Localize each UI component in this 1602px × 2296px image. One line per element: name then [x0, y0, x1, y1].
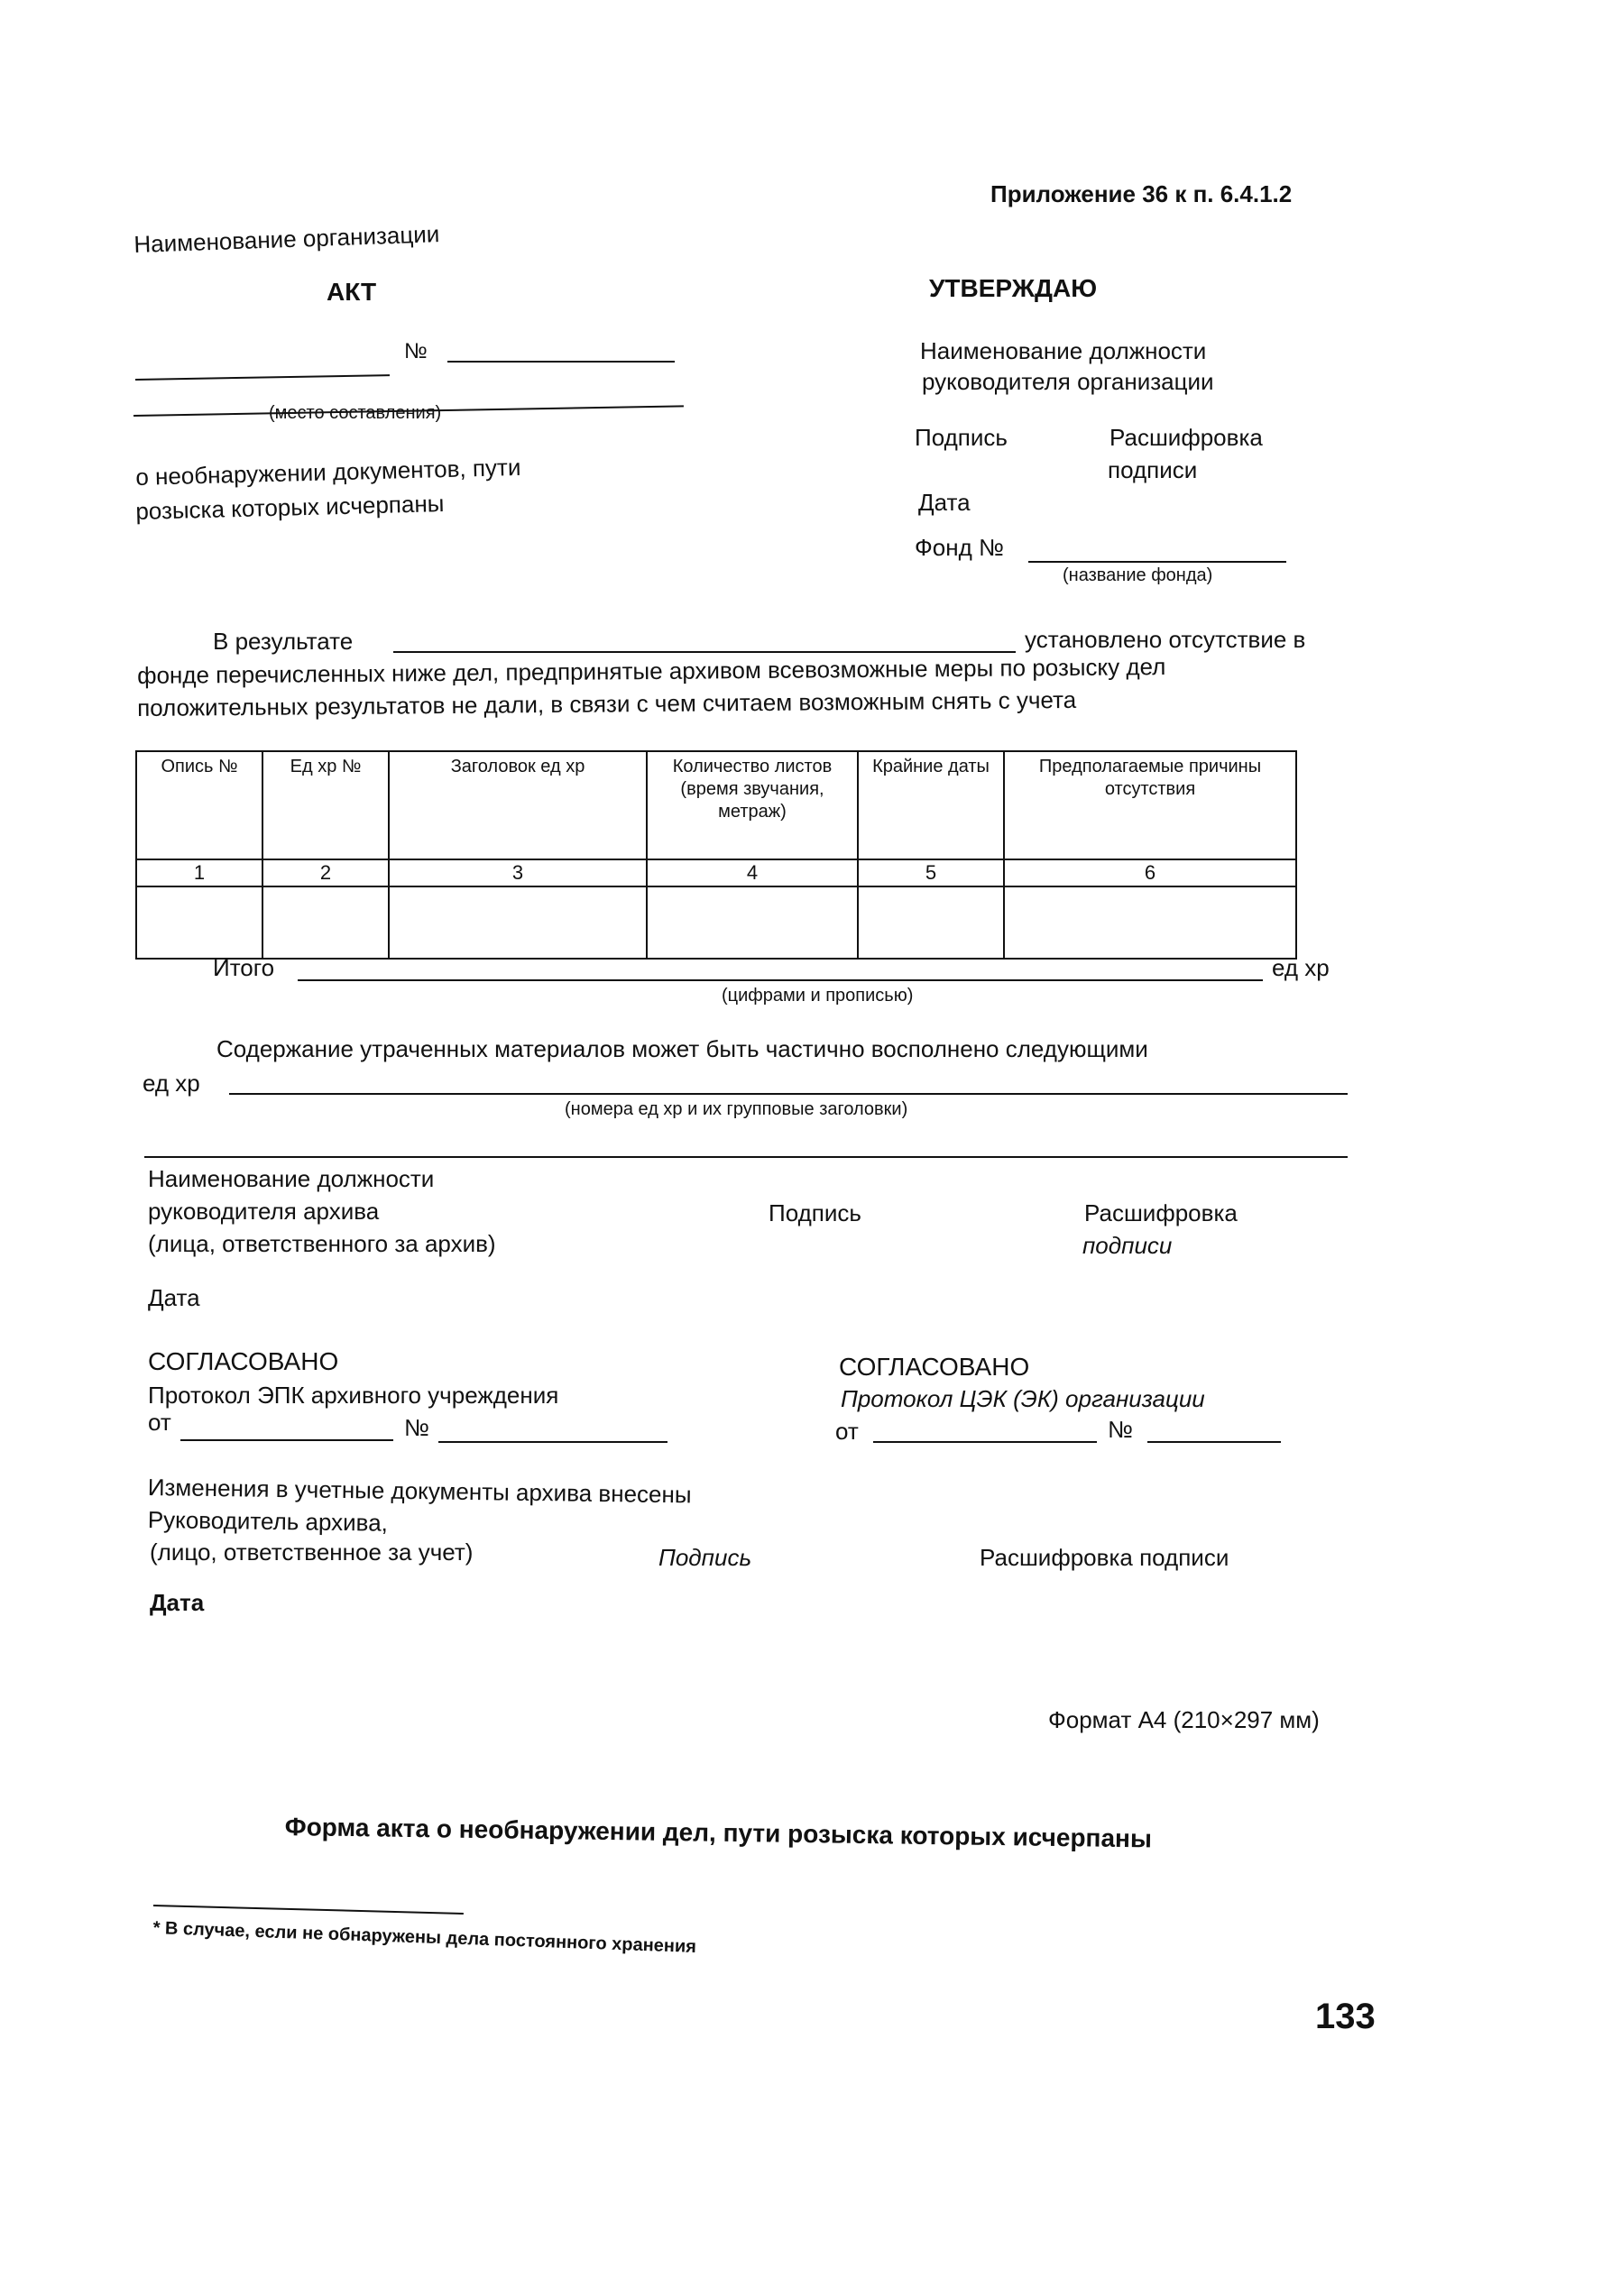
act-subject-line2: розыска которых исчерпаны [134, 490, 445, 525]
approve-position-line1: Наименование должности [920, 337, 1207, 364]
agreed-right-date-line [873, 1441, 1097, 1443]
fund-caption: (название фонда) [1063, 565, 1213, 585]
approve-date-label: Дата [918, 489, 971, 516]
agreed-right-number-line [1147, 1441, 1281, 1443]
approve-decode-line2: подписи [1108, 456, 1198, 483]
col-number: 6 [1004, 859, 1296, 886]
archive-head-line2: руководителя архива [148, 1198, 380, 1225]
total-line [298, 979, 1263, 981]
format-label: Формат А4 (210×297 мм) [1048, 1706, 1320, 1733]
act-date-line [135, 374, 390, 381]
archive-head-signature: Подпись [769, 1199, 861, 1226]
para1-blank-line [393, 651, 1016, 653]
table-cell [136, 886, 262, 959]
para2: фонде перечисленных ниже дел, предпринятые архивом всевозможные меры по розыску дел [136, 653, 1166, 689]
table-cell [389, 886, 647, 959]
table-header-row [136, 751, 1296, 859]
col-number: 3 [389, 859, 647, 886]
changes-line2: Руководитель архива, [147, 1506, 389, 1537]
col-header-dates: Крайние даты [858, 751, 1004, 859]
documents-table [135, 750, 1297, 960]
agreed-left-from: от [148, 1409, 171, 1436]
restore-line [229, 1093, 1348, 1095]
agreed-left-title: СОГЛАСОВАНО [148, 1347, 339, 1375]
approve-decode-line1: Расшифровка [1109, 424, 1263, 451]
act-title: АКТ [327, 278, 377, 306]
agreed-left-protocol: Протокол ЭПК архивного учреждения [148, 1382, 559, 1409]
table-number-row [136, 859, 1296, 886]
changes-decode: Расшифровка подписи [980, 1544, 1229, 1571]
restore-line2 [144, 1156, 1348, 1158]
agreed-right-number: № [1108, 1416, 1133, 1443]
agreed-right-title: СОГЛАСОВАНО [839, 1353, 1030, 1381]
archive-head-decode-line2: подписи [1082, 1232, 1173, 1259]
archive-head-date: Дата [148, 1284, 200, 1311]
col-header-sheets: Количество листов (время звучания, метраж) [647, 751, 858, 859]
changes-date: Дата [150, 1589, 205, 1616]
restore-caption: (номера ед хр и их групповые заголовки) [565, 1099, 908, 1119]
agreed-right-from: от [835, 1418, 859, 1445]
fund-label: Фонд № [915, 534, 1004, 561]
agreed-left-date-line [180, 1439, 393, 1441]
organization-name: Наименование организации [133, 220, 440, 258]
footnote-separator [153, 1905, 464, 1915]
agreed-left-number-line [438, 1441, 668, 1443]
agreed-left-number: № [404, 1414, 429, 1441]
para3: положительных результатов не дали, в связи с чем считаем возможным снять с учета [136, 685, 1077, 721]
table-cell [262, 886, 389, 959]
changes-signature: Подпись [658, 1544, 752, 1571]
col-number: 1 [136, 859, 262, 886]
approve-signature-label: Подпись [915, 424, 1008, 451]
total-caption: (цифрами и прописью) [722, 986, 914, 1006]
appendix-reference: Приложение 36 к п. 6.4.1.2 [990, 180, 1293, 207]
restore-prefix: ед хр [143, 1070, 200, 1097]
page-number: 133 [1315, 1997, 1376, 2036]
restore-line1: Содержание утраченных материалов может быть частично восполнено следующими [216, 1035, 1148, 1062]
para1-start: В результате [213, 628, 354, 655]
archive-head-decode-line1: Расшифровка [1084, 1199, 1238, 1226]
footnote-text: * В случае, если не обнаружены дела постоянного хранения [152, 1918, 697, 1958]
col-number: 4 [647, 859, 858, 886]
archive-head-line1: Наименование должности [148, 1165, 435, 1192]
act-number-line [447, 361, 675, 363]
table-cell [858, 886, 1004, 959]
table-cell [647, 886, 858, 959]
place-caption: (место составления) [269, 403, 442, 423]
total-label: Итого [213, 954, 275, 981]
total-unit: ед хр [1272, 954, 1330, 981]
col-header-reasons: Предполагаемые причины отсутствия [1004, 751, 1296, 859]
para1-end: установлено отсутствие в [1025, 626, 1306, 653]
archive-head-line3: (лица, ответственного за архив) [148, 1230, 496, 1257]
col-number: 2 [262, 859, 389, 886]
col-header-inventory: Опись № [136, 751, 262, 859]
changes-line3: (лицо, ответственное за учет) [150, 1538, 474, 1566]
col-header-storage-unit: Ед хр № [262, 751, 389, 859]
act-subject-line1: о необнаружении документов, пути [134, 453, 521, 491]
approve-position-line2: руководителя организации [922, 368, 1214, 395]
table-row [136, 886, 1296, 959]
col-header-title: Заголовок ед хр [389, 751, 647, 859]
act-number-sign: № [404, 339, 428, 363]
col-number: 5 [858, 859, 1004, 886]
form-caption: Форма акта о необнаружении дел, пути розыска которых исчерпаны [284, 1813, 1153, 1853]
agreed-right-protocol: Протокол ЦЭК (ЭК) организации [841, 1385, 1205, 1412]
approve-title: УТВЕРЖДАЮ [929, 274, 1098, 302]
table-cell [1004, 886, 1296, 959]
changes-line1: Изменения в учетные документы архива внесены [147, 1474, 692, 1509]
fund-line [1028, 561, 1286, 563]
